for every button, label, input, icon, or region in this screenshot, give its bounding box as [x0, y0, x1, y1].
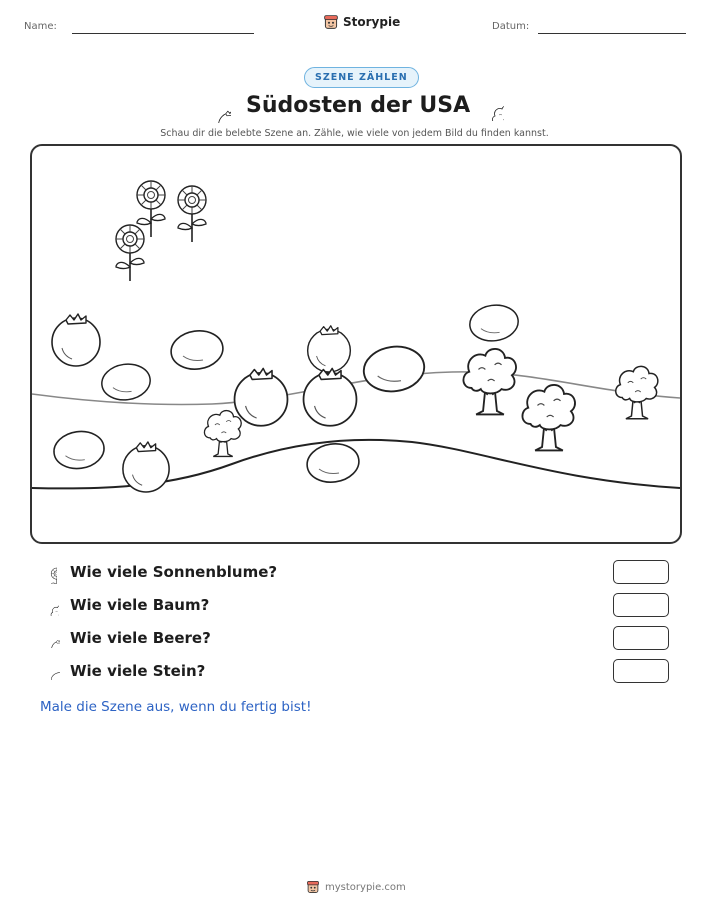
berry	[308, 326, 351, 372]
sunflower	[178, 186, 206, 242]
stone	[468, 302, 521, 344]
date-label: Datum:	[492, 21, 530, 32]
brand-logo	[323, 14, 400, 30]
tree	[616, 366, 658, 418]
brand-name: Storypie	[343, 15, 401, 29]
question-text: Wie viele Baum?	[70, 596, 210, 614]
counting-scene	[30, 144, 682, 544]
answer-box-stone[interactable]	[613, 659, 669, 683]
stone	[305, 441, 362, 486]
stone	[361, 343, 427, 395]
answer-box-berry[interactable]	[613, 626, 669, 650]
question-row	[40, 661, 205, 681]
question-row	[40, 595, 209, 615]
stone	[52, 428, 107, 471]
stone	[100, 361, 153, 403]
sunflower	[116, 225, 144, 281]
question-text: Wie viele Beere?	[70, 629, 211, 647]
question-text: Wie viele Sonnenblume?	[70, 563, 278, 581]
stone-icon	[40, 661, 60, 681]
footer	[306, 880, 406, 894]
footer-url[interactable]: mystorypie.com	[325, 881, 406, 893]
storypie-mascot-icon	[323, 14, 339, 30]
tree-icon	[478, 91, 504, 121]
tree	[463, 349, 516, 415]
berry	[52, 314, 100, 366]
page-title: Südosten der USA	[246, 93, 471, 118]
answer-box-sunflower[interactable]	[613, 560, 669, 584]
stone	[169, 328, 226, 373]
sunflower	[137, 181, 165, 237]
sunflower-icon	[40, 562, 60, 582]
instructions: Schau dir die belebte Szene an. Zähle, wie viele von jedem Bild du finden kannst.	[160, 128, 549, 139]
question-row	[40, 562, 277, 582]
scene-illustration	[32, 146, 680, 542]
coloring-prompt: Male die Szene aus, wenn du fertig bist!	[40, 699, 312, 715]
berry-icon	[203, 93, 231, 123]
question-text: Wie viele Stein?	[70, 662, 206, 680]
berry	[123, 442, 169, 492]
name-label: Name:	[24, 21, 57, 32]
name-line[interactable]	[72, 33, 254, 34]
scene-count-tag: SZENE ZÄHLEN	[304, 67, 419, 88]
tree	[204, 411, 241, 457]
tree-icon	[40, 595, 60, 615]
berry-icon	[40, 628, 60, 648]
berry	[304, 368, 357, 425]
answer-box-tree[interactable]	[613, 593, 669, 617]
tree	[522, 385, 575, 451]
berry	[235, 368, 288, 425]
date-line[interactable]	[538, 33, 686, 34]
question-row	[40, 628, 211, 648]
storypie-mascot-icon	[306, 880, 320, 894]
